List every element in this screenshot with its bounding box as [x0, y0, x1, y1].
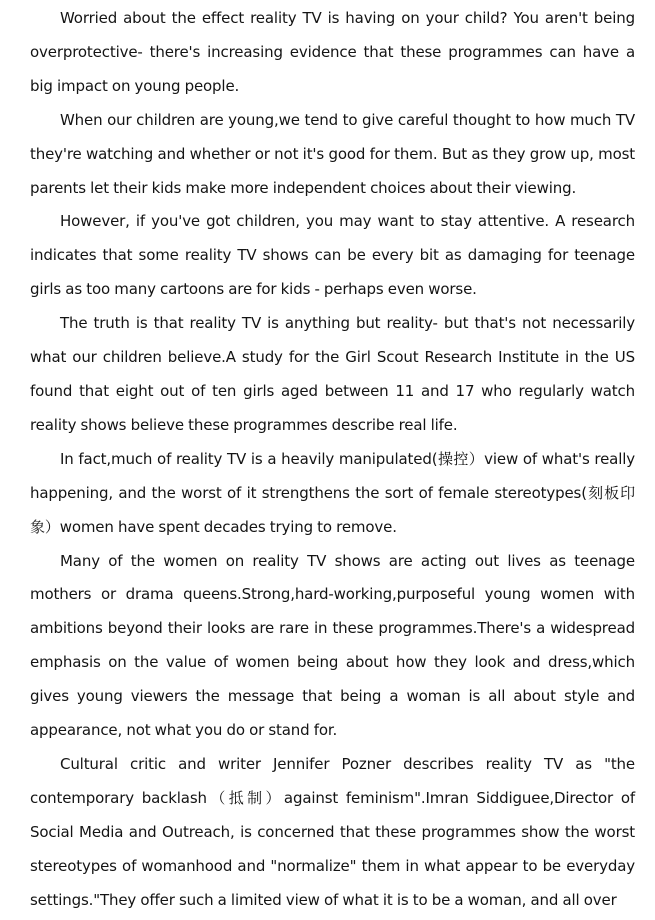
paragraph-6: Many of the women on reality TV shows are acting out lives as teenage mothers or drama queens.Strong,hard-working,purposeful young women with ambitions beyond their looks are rare in these programmes.There's a widespread emphasis on the value of women being about how they look and dress,which gives young viewers the message that being a woman is all about style and appearance, not what you do or stand for. [30, 551, 635, 740]
paragraph-7: Cultural critic and writer Jennifer Pozner describes reality TV as "the contemporary backlash（抵制）against feminism".Imran Siddiguee,Director of Social Media and Outreach, is concerned that these programmes show the worst stereotypes of womanhood and "normalize" them in what appear to be everyday settings."They offer such a limited view of what it is to be a woman, and all over [30, 754, 635, 909]
paragraph-2: When our children are young,we tend to give careful thought to how much TV they're watching and whether or not it's good for them. But as they grow up, most parents let their kids make more independent choices about their viewing. [30, 110, 635, 197]
paragraph-4: The truth is that reality TV is anything but reality- but that's not necessarily what our children believe.A study for the Girl Scout Research Institute in the US found that eight out of ten girls aged between 11 and 17 who regularly watch reality shows believe these programmes describe real life. [30, 314, 635, 434]
article-body [30, 2, 635, 917]
paragraph-5: In fact,much of reality TV is a heavily manipulated(操控）view of what's really happening, and the worst of it strengthens the sort of female stereotypes(刻板印象）women have spent decades trying to remove. [30, 449, 635, 536]
paragraph-3: However, if you've got children, you may want to stay attentive. A research indicates that some reality TV shows can be every bit as damaging for teenage girls as too many cartoons are for kids - perhaps even worse. [30, 212, 635, 299]
paragraph-1: Worried about the effect reality TV is having on your child? You aren't being overprotective- there's increasing evidence that these programmes can have a big impact on young people. [30, 9, 635, 95]
